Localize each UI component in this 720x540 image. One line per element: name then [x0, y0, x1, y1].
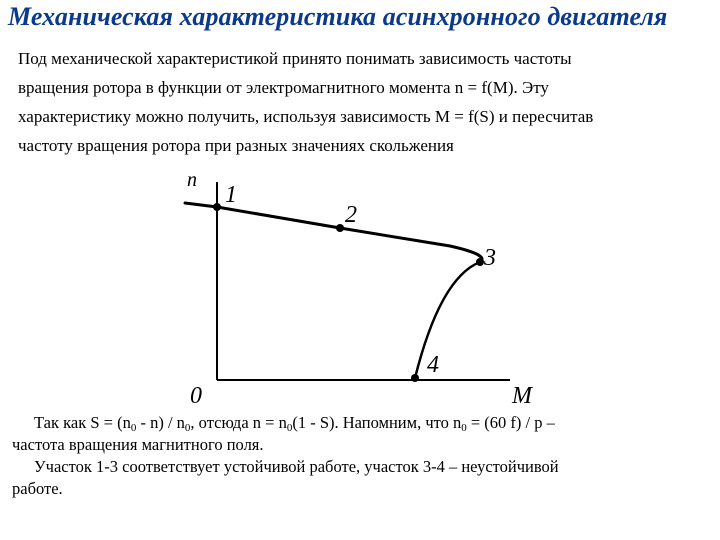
origin-label: 0: [190, 383, 202, 409]
subscript-zero: 0: [130, 422, 137, 434]
point-3-marker: [476, 258, 484, 266]
point-4-marker: [411, 374, 419, 382]
formula-text: , отсюда n = n: [190, 413, 287, 432]
formula-text: (1 - S). Напомним, что n: [292, 413, 462, 432]
slide-title: Механическая характеристика асинхронного двигателя: [8, 2, 668, 31]
mechanical-characteristic-graph: [150, 160, 550, 410]
intro-line: частоту вращения ротора при разных значениях скольжения: [18, 136, 454, 155]
characteristic-curve-unstable: [415, 262, 480, 378]
formula-text: Так как S = (n: [34, 413, 131, 432]
formula-paragraph: [12, 412, 712, 500]
subscript-zero: 0: [461, 422, 467, 434]
point-4-label: 4: [427, 352, 439, 378]
intro-paragraph: [18, 44, 718, 160]
subscript-zero: 0: [184, 422, 191, 434]
subscript-zero: 0: [286, 422, 293, 434]
intro-line: Под механической характеристикой принято понимать зависимость частоты: [18, 49, 572, 68]
intro-line: характеристику можно получить, используя зависимость M = f(S) и пересчитав: [18, 107, 594, 126]
formula-line: [12, 412, 712, 434]
point-1-label: 1: [225, 182, 237, 208]
y-axis-label: n: [187, 169, 197, 191]
characteristic-curve-stable: [185, 203, 482, 262]
point-2-label: 2: [345, 202, 357, 228]
formula-text: = (60 f) / p –: [466, 413, 555, 432]
note-line: работе.: [12, 479, 63, 498]
point-1-marker: [213, 203, 221, 211]
x-axis-label: M: [512, 383, 532, 409]
formula-text: - n) / n: [136, 413, 185, 432]
point-2-marker: [336, 224, 344, 232]
note-line: Участок 1-3 соответствует устойчивой работе, участок 3-4 – неустойчивой: [34, 457, 559, 476]
intro-line: вращения ротора в функции от электромагнитного момента n = f(M). Эту: [18, 78, 549, 97]
point-3-label: 3: [484, 245, 496, 271]
formula-line: частота вращения магнитного поля.: [12, 435, 264, 454]
